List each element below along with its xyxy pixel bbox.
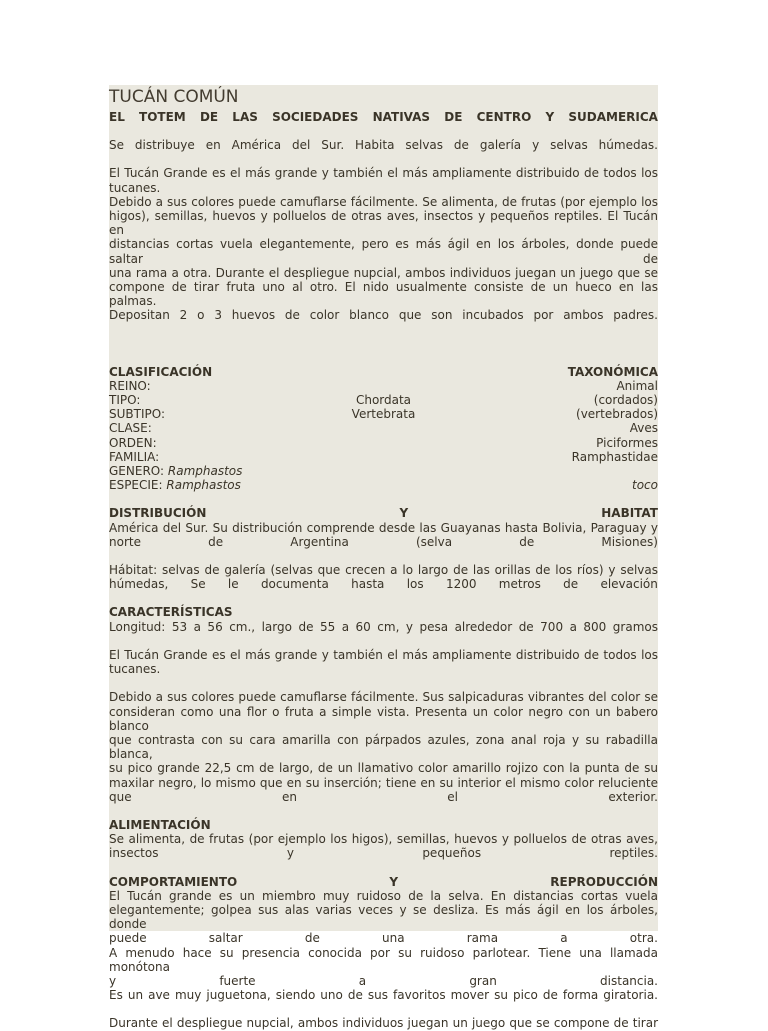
word: reptiles. — [609, 846, 658, 861]
word: pequeños — [422, 846, 482, 861]
taxonomy-value: Animal — [616, 378, 658, 393]
intro-paragraph-2-line: tucanes. — [109, 180, 161, 195]
heading-word: COMPORTAMIENTO — [109, 874, 238, 889]
subtitle-word: DE — [444, 110, 463, 124]
word: (selva — [415, 534, 453, 549]
word: documenta — [260, 577, 329, 592]
comportamiento-line — [109, 931, 658, 945]
taxonomy-value: toco — [632, 478, 658, 493]
word: gran — [469, 973, 497, 988]
intro-paragraph-3-line: una rama a otra. Durante el despliegue nupcial, ambos individuos juegan un juego que se — [109, 265, 658, 280]
taxonomy-label: CLASE: — [109, 421, 152, 436]
taxonomy-mid: Vertebrata — [351, 407, 416, 422]
word: Argentina — [290, 534, 349, 549]
alimentacion-line: Se alimenta, de frutas (por ejemplo los higos), semillas, huevos y polluelos de otras aves, — [109, 832, 658, 847]
word: le — [227, 577, 239, 592]
word: a — [560, 931, 568, 946]
heading-word: DISTRIBUCIÓN — [109, 506, 207, 521]
word: húmedas, — [109, 577, 169, 592]
subtitle-word: SUDAMERICA — [568, 110, 658, 124]
intro-paragraph-3-line: distancias cortas vuela elegantemente, pero es más ágil en los árboles, donde puede saltar de — [109, 237, 658, 266]
caracteristicas-line: su pico grande 22,5 cm de largo, de un llamativo color amarillo rojizo con la punta de su — [109, 761, 658, 776]
subtitle-word: TOTEM — [139, 110, 186, 124]
taxonomy-row-reino — [109, 379, 658, 393]
taxonomy-label: TIPO: — [109, 393, 141, 408]
word: de — [304, 931, 320, 946]
intro-paragraph-3-line: Debido a sus colores puede camuflarse fácilmente. Se alimenta, de frutas (por ejemplo los — [109, 194, 658, 209]
subtitle-word: Y — [545, 110, 555, 124]
caracteristicas-heading: CARACTERÍSTICAS — [109, 605, 233, 620]
caracteristicas-line: maxilar negro, lo mismo que en su inserción; tiene en su interior el mismo color reluciente — [109, 775, 658, 790]
comportamiento-line: elegantemente; golpea sus alas varias veces y se desliza. Es más ágil en los árboles, donde — [109, 902, 658, 932]
taxonomy-value: Ramphastos — [167, 464, 243, 479]
caracteristicas-line: que contrasta con su cara amarilla con párpados azules, zona anal roja y su rabadilla blanca, — [109, 732, 658, 762]
heading-word: CLASIFICACIÓN — [109, 364, 213, 379]
distribucion-line — [109, 535, 658, 549]
caracteristicas-line: Debido a sus colores puede camuflarse fácilmente. Sus salpicaduras vibrantes del color se — [109, 690, 658, 705]
word: el — [447, 789, 459, 804]
distribucion-heading — [109, 506, 658, 520]
word: de — [563, 577, 579, 592]
word: Se — [190, 577, 206, 592]
alimentacion-heading: ALIMENTACIÓN — [109, 817, 211, 832]
heading-word: HABITAT — [601, 506, 658, 521]
word: hasta — [351, 577, 385, 592]
caracteristicas-line: consideran como una flor o fruta a simple vista. Presenta un color negro con un babero blanco — [109, 704, 658, 733]
subtitle-word: CENTRO — [476, 110, 532, 124]
intro-paragraph-2-line: El Tucán Grande es el más grande y también el más ampliamente distribuido de todos los — [109, 166, 658, 181]
subtitle-word: EL — [109, 110, 125, 124]
comportamiento-line: A menudo hace su presencia conocida por su ruidoso parlotear. Tiene una llamada monótona — [109, 945, 658, 974]
word: metros — [498, 577, 541, 592]
subtitle-word: LAS — [232, 110, 258, 124]
document-page — [109, 85, 658, 1031]
subtitle-word: NATIVAS — [372, 110, 431, 124]
taxonomy-label: ESPECIE: — [109, 478, 163, 493]
taxonomy-label: FAMILIA: — [109, 449, 160, 464]
word: fuerte — [219, 973, 256, 988]
taxonomy-row-tipo — [109, 393, 658, 407]
taxonomy-row-orden — [109, 436, 658, 450]
heading-word: TAXONÓMICA — [567, 364, 658, 379]
taxonomy-label: GENERO: — [109, 464, 165, 479]
distribucion-line: América del Sur. Su distribución comprende desde las Guayanas hasta Bolivia, Paraguay y — [109, 520, 658, 535]
taxonomy-label: REINO: — [109, 378, 151, 393]
word: insectos — [109, 846, 159, 861]
word: los — [406, 577, 424, 592]
word: una — [382, 931, 405, 946]
taxonomy-row-genero — [109, 464, 658, 478]
taxonomy-value: (vertebrados) — [576, 407, 658, 422]
heading-word: REPRODUCCIÓN — [550, 874, 658, 889]
alimentacion-line — [109, 846, 658, 860]
caracteristicas-line: Longitud: 53 a 56 cm., largo de 55 a 60 cm, y pesa alrededor de 700 a 800 gramos — [109, 619, 658, 634]
caracteristicas-line: tucanes. — [109, 662, 161, 677]
comportamiento-line: El Tucán grande es un miembro muy ruidoso de la selva. En distancias cortas vuela — [109, 888, 658, 903]
taxonomy-row-clase — [109, 421, 658, 435]
word: de — [208, 534, 224, 549]
word: 1200 — [445, 577, 477, 592]
word: Misiones) — [601, 534, 658, 549]
word: saltar — [208, 931, 243, 946]
taxonomy-value: Aves — [629, 421, 658, 436]
taxonomy-mid: Chordata — [355, 393, 412, 408]
taxonomy-label: SUBTIPO: — [109, 407, 166, 422]
heading-word: Y — [399, 506, 409, 521]
intro-paragraph-1: Se distribuye en América del Sur. Habita selvas de galería y selvas húmedas. — [109, 138, 658, 153]
caracteristicas-line — [109, 790, 658, 804]
subtitle-word: DE — [199, 110, 219, 124]
intro-paragraph-3-line: compone de tirar fruta uno al otro. El nido usualmente consiste de un hueco en las palmas. — [109, 280, 658, 309]
word: exterior. — [608, 789, 658, 804]
taxonomy-value: Piciformes — [596, 435, 658, 450]
taxonomy-row-subtipo — [109, 407, 658, 421]
intro-paragraph-3-line: Depositan 2 o 3 huevos de color blanco que son incubados por ambos padres. — [109, 308, 658, 323]
page-title: TUCÁN COMÚN — [109, 87, 239, 107]
taxonomy-label-group — [109, 478, 241, 492]
taxonomy-value: Ramphastidae — [571, 449, 658, 464]
word: puede — [109, 931, 147, 946]
caracteristicas-line: El Tucán Grande es el más grande y también el más ampliamente distribuido de todos los — [109, 647, 658, 662]
word: norte — [109, 534, 141, 549]
subtitle-word: SOCIEDADES — [272, 110, 359, 124]
word: y — [286, 846, 294, 861]
clasificacion-heading — [109, 365, 658, 379]
word: que — [109, 789, 132, 804]
word: de — [519, 534, 535, 549]
comportamiento-line — [109, 974, 658, 988]
word: otra. — [629, 931, 658, 946]
taxonomy-row-familia — [109, 450, 658, 464]
taxonomy-value: Ramphastos — [166, 478, 241, 493]
comportamiento-line: Es un ave muy juguetona, siendo uno de sus favoritos mover su pico de forma giratoria. — [109, 988, 658, 1003]
subtitle — [109, 110, 658, 124]
comportamiento-line: Durante el despliegue nupcial, ambos individuos juegan un juego que se compone de tirar — [109, 1016, 658, 1031]
intro-paragraph-3-line: higos), semillas, huevos y polluelos de otras aves, insectos y pequeños reptiles. El Tucán en — [109, 209, 658, 238]
word: a — [358, 973, 367, 988]
word: distancia. — [600, 973, 658, 988]
heading-word: Y — [389, 874, 399, 889]
word: en — [281, 789, 297, 804]
habitat-line — [109, 577, 658, 591]
comportamiento-heading — [109, 875, 658, 889]
word: rama — [466, 931, 499, 946]
word: elevación — [600, 577, 658, 592]
taxonomy-row-especie — [109, 478, 658, 492]
habitat-line: Hábitat: selvas de galería (selvas que crecen a lo largo de las orillas de los ríos) y selvas — [109, 563, 658, 578]
taxonomy-value: (cordados) — [593, 393, 658, 408]
word: y — [109, 973, 117, 988]
taxonomy-label: ORDEN: — [109, 435, 157, 450]
